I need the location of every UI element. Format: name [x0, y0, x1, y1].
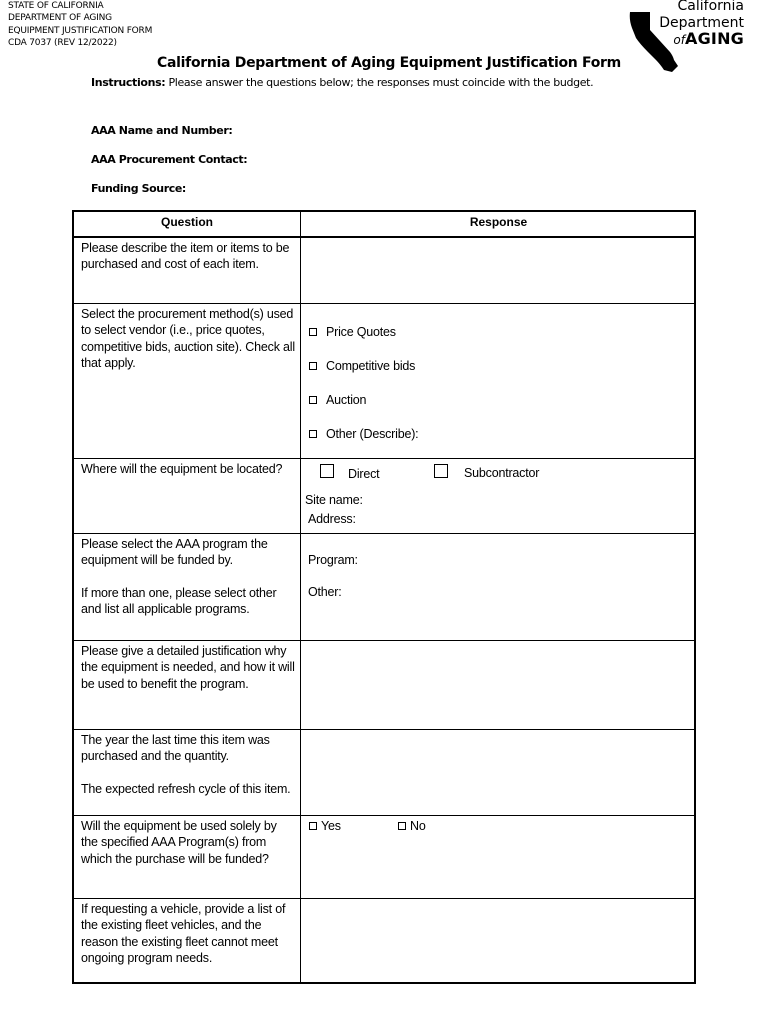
address-label: Address: [308, 512, 356, 526]
option-label: Yes [321, 819, 341, 833]
option-price-quotes[interactable] [309, 324, 396, 340]
checkbox[interactable] [309, 430, 317, 438]
question-justification: Please give a detailed justification why the equipment is needed, and how it will be used to benefit the program. [81, 644, 295, 691]
checkbox[interactable] [309, 362, 317, 370]
column-divider [300, 212, 301, 982]
option-competitive-bids[interactable] [309, 358, 415, 374]
checkbox[interactable] [309, 396, 317, 404]
option-direct[interactable] [320, 464, 440, 482]
aaa-name-field-label: AAA Name and Number: [91, 124, 233, 137]
column-header-question: Question [160, 215, 213, 229]
logo-department: Department [659, 14, 744, 31]
question-sole-use: Will the equipment be used solely by the specified AAA Program(s) from which the purchase will be funded? [81, 819, 277, 866]
header-line-state: STATE OF CALIFORNIA [8, 1, 104, 11]
option-label: Competitive bids [326, 359, 416, 373]
logo-text [659, 0, 744, 49]
question-funding-program-note: If more than one, please select other and list all applicable programs. [81, 585, 277, 617]
option-label: Direct [348, 467, 380, 481]
procurement-contact-field-label: AAA Procurement Contact: [91, 153, 248, 166]
checkbox[interactable] [434, 464, 448, 478]
option-other-describe[interactable] [309, 426, 418, 442]
logo-aging: AGING [685, 29, 744, 48]
header-line-department: DEPARTMENT OF AGING [8, 13, 112, 24]
option-auction[interactable] [309, 392, 366, 408]
question-last-purchase-text: The year the last time this item was purchased and the quantity. [81, 733, 270, 764]
column-header-response: Response [469, 215, 528, 229]
option-no[interactable] [398, 818, 426, 834]
checkbox[interactable] [320, 464, 334, 478]
row-divider [74, 815, 694, 816]
row-divider [74, 458, 694, 459]
instructions-label: Instructions: [91, 76, 166, 89]
question-vehicle-fleet: If requesting a vehicle, provide a list of the existing fleet vehicles, and the reason the existing fleet cannot meet ongoing program needs. [81, 902, 286, 966]
program-label: Program: [308, 553, 358, 567]
option-label: Other (Describe): [326, 427, 419, 441]
logo-of: of [673, 33, 685, 47]
header-line-form-number: CDA 7037 (REV 12/2022) [8, 37, 117, 48]
option-label: Auction [326, 393, 367, 407]
question-purchase-history [81, 732, 295, 797]
site-name-label: Site name: [305, 493, 363, 507]
funding-source-field-label: Funding Source: [91, 182, 186, 195]
form-header-info [8, 0, 152, 49]
instructions-text: Please answer the questions below; the responses must coincide with the budget. [168, 76, 594, 89]
option-subcontractor[interactable] [434, 464, 594, 482]
question-procurement-method: Select the procurement method(s) used to select vendor (i.e., price quotes, competitive bids, auction site). Check all that apply. [81, 307, 295, 371]
option-label: Subcontractor [464, 466, 540, 480]
option-yes[interactable] [309, 818, 341, 834]
checkbox[interactable] [398, 822, 406, 830]
row-divider [74, 533, 694, 534]
question-equipment-location: Where will the equipment be located? [81, 462, 283, 476]
row-divider [74, 729, 694, 730]
other-label: Other: [308, 585, 342, 599]
checkbox[interactable] [309, 822, 317, 830]
row-divider [74, 303, 694, 304]
instructions [91, 76, 593, 89]
question-item-description: Please describe the item or items to be purchased and cost of each item. [81, 241, 290, 272]
option-label: Price Quotes [326, 325, 396, 339]
header-line-form-name: EQUIPMENT JUSTIFICATION FORM [8, 25, 153, 36]
row-divider [74, 640, 694, 641]
header-divider [74, 236, 694, 238]
question-funding-program [81, 536, 295, 618]
option-label: No [410, 819, 426, 833]
checkbox[interactable] [309, 328, 317, 336]
row-divider [74, 898, 694, 899]
question-refresh-cycle-text: The expected refresh cycle of this item. [81, 781, 291, 796]
page-title [0, 55, 770, 71]
justification-table [72, 210, 696, 984]
page-title-text: California Department of Aging Equipment Justification Form [157, 55, 621, 71]
logo-california: California [677, 0, 744, 14]
question-funding-program-text: Please select the AAA program the equipment will be funded by. [81, 537, 268, 568]
